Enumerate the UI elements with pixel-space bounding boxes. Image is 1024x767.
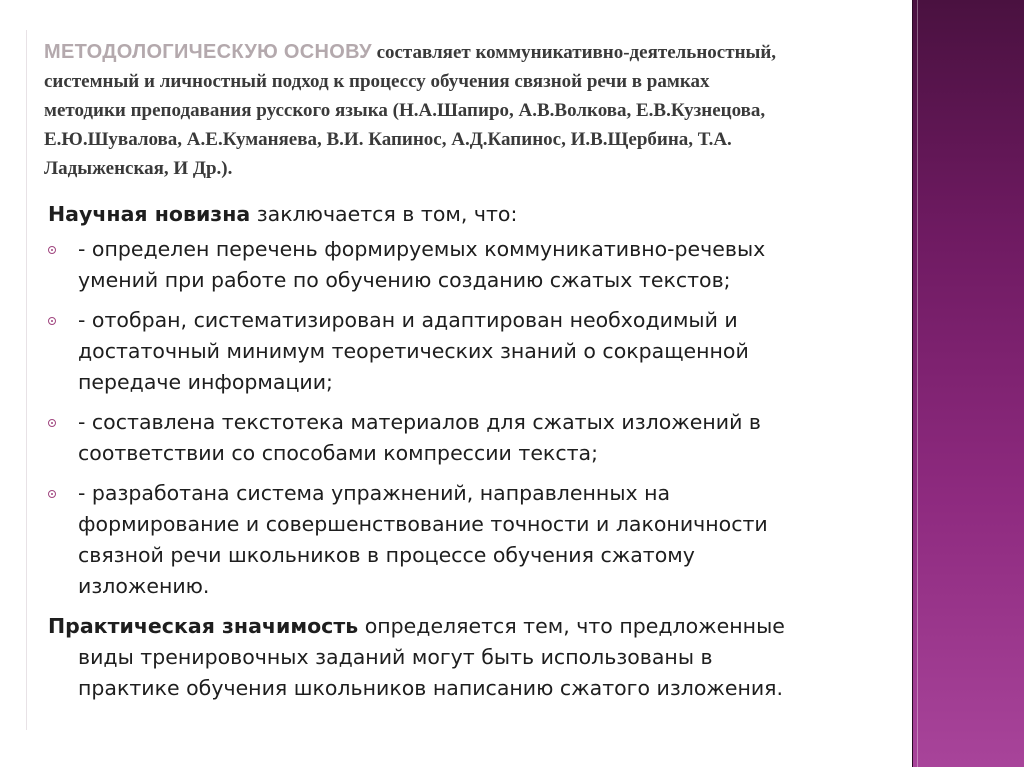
intro-line-4: Е.Ю.Шувалова, А.Е.Куманяева, В.И. Капинос, А.Д.Капинос, И.В.Щербина, Т.А. [44, 129, 732, 150]
sidebar-highlight-line [917, 0, 918, 767]
bullet-line: - составлена текстотека материалов для сжатых изложений в [78, 410, 762, 434]
bullet-line: связной речи школьников в процессе обучения сжатому [78, 543, 695, 567]
practical-line-1 [48, 611, 878, 642]
bullet-item [48, 407, 878, 469]
bullet-item [48, 305, 878, 398]
intro-paragraph [44, 38, 874, 183]
bullet-line: умений при работе по обучению созданию сжатых текстов; [78, 268, 731, 292]
bullet-line: - определен перечень формируемых коммуникативно-речевых [78, 237, 766, 261]
intro-line-3: методики преподавания русского языка (Н.А.Шапиро, А.В.Волкова, Е.В.Кузнецова, [44, 100, 766, 121]
intro-line-5: Ладыженская, И Др.). [44, 158, 233, 179]
bullet-line: передаче информации; [78, 370, 333, 394]
practical-line-2: виды тренировочных заданий могут быть использованы в [78, 645, 713, 669]
bullet-line: формирование и совершенствование точности и лаконичности [78, 512, 768, 536]
intro-line-2: системный и личностный подход к процессу обучения связной речи в рамках [44, 71, 710, 92]
intro-line-1 [44, 38, 874, 67]
novelty-rest: заключается в том, что: [250, 202, 518, 226]
bullet-circle-icon [48, 246, 56, 254]
bullet-line: достаточный минимум теоретических знаний о сокращенной [78, 339, 749, 363]
left-rule [26, 30, 27, 730]
bullet-circle-icon [48, 317, 56, 325]
bullet-line: - разработана система упражнений, направленных на [78, 481, 671, 505]
bullet-circle-icon [48, 490, 56, 498]
intro-text-1: составляет коммуникативно-деятельностный, [371, 42, 777, 63]
bullet-line: соответствии со способами компрессии текста; [78, 441, 598, 465]
main-content [48, 199, 878, 704]
bullet-item [48, 478, 878, 602]
bullet-line: изложению. [78, 574, 210, 598]
practical-bold: Практическая значимость [48, 614, 359, 638]
bullet-circle-icon [48, 419, 56, 427]
practical-text-1: определяется тем, что предложенные [358, 614, 785, 638]
novelty-bold: Научная новизна [48, 202, 251, 226]
intro-heading: МЕТОДОЛОГИЧЕСКУЮ ОСНОВУ [44, 41, 372, 63]
decorative-sidebar [913, 0, 1024, 767]
practical-significance [48, 611, 878, 704]
practical-line-3: практике обучения школьников написанию сжатого изложения. [78, 676, 784, 700]
bullet-line: - отобран, систематизирован и адаптирован необходимый и [78, 308, 738, 332]
novelty-heading [48, 199, 878, 230]
bullet-item [48, 234, 878, 296]
